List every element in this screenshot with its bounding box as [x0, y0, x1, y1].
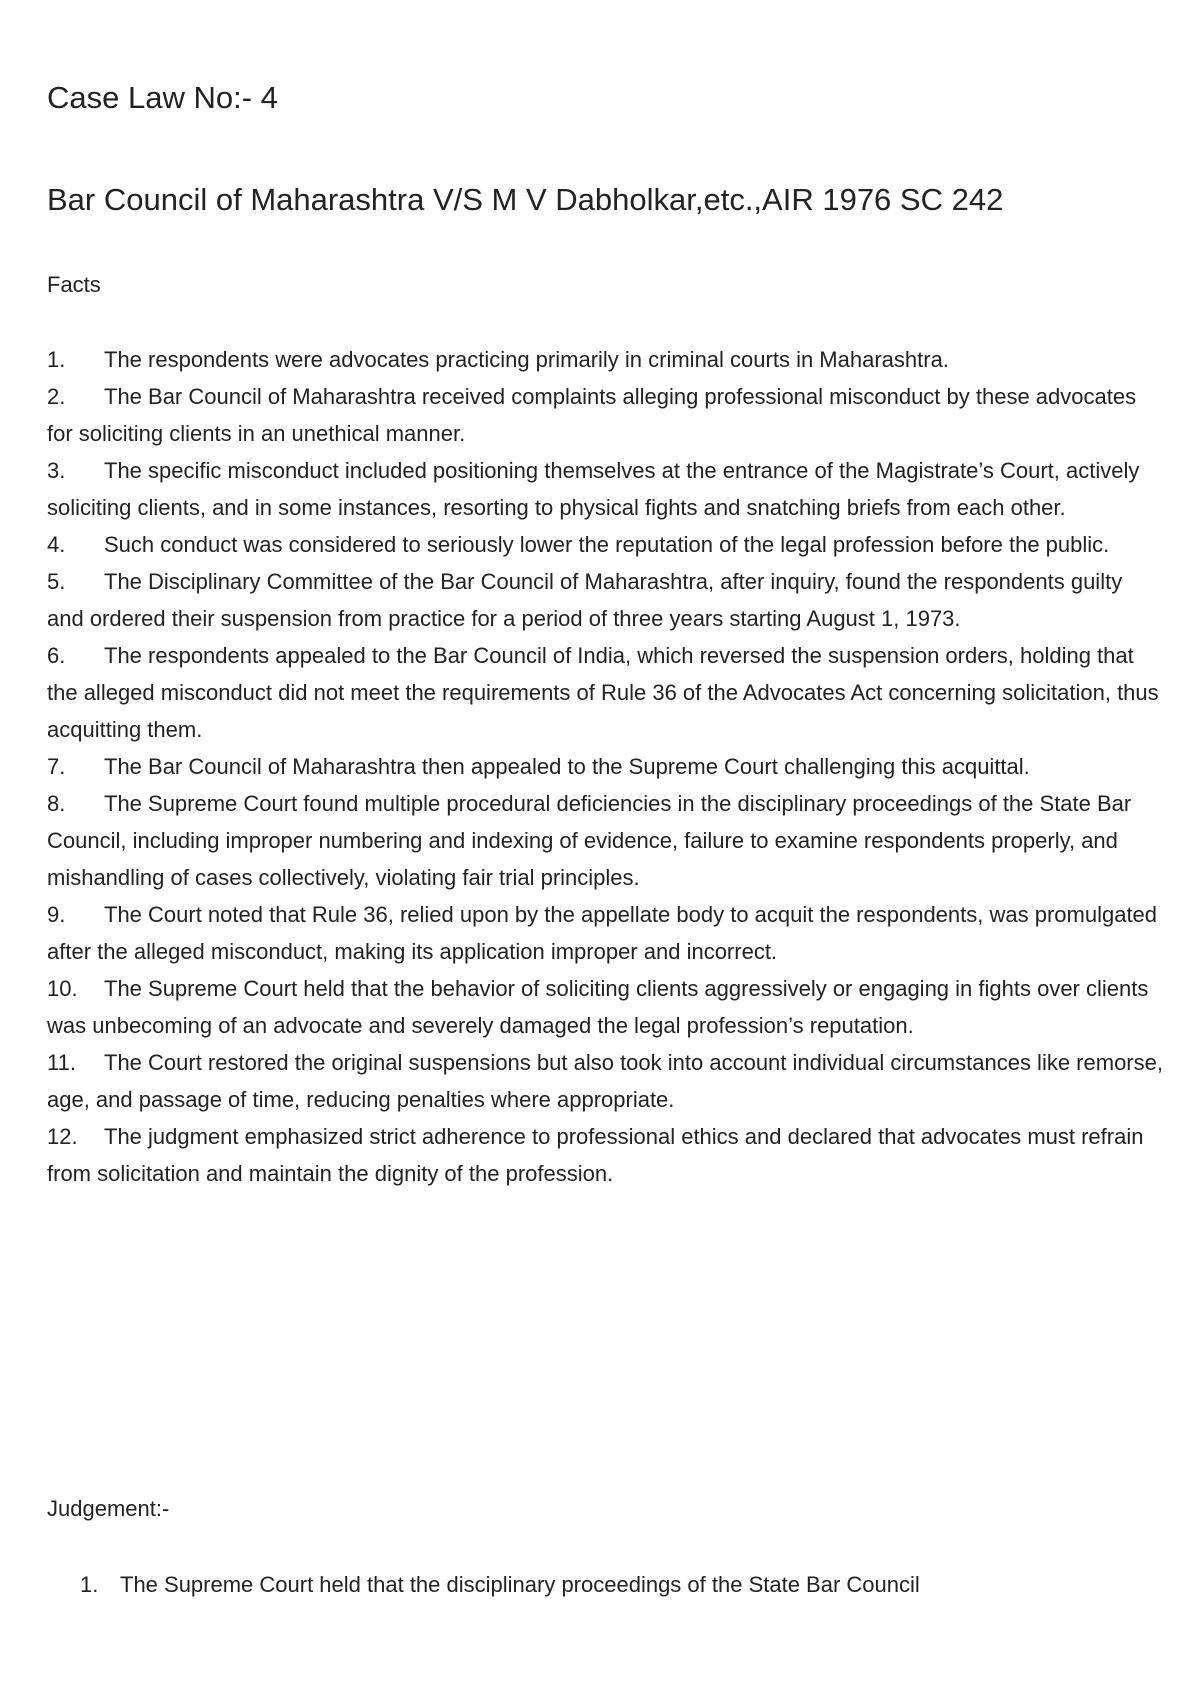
fact-number: 7.	[47, 754, 66, 779]
fact-item	[47, 378, 1165, 452]
fact-number: 12.	[47, 1124, 78, 1149]
case-title-heading: Bar Council of Maharashtra V/S M V Dabholkar,etc.,AIR 1976 SC 242	[47, 182, 1004, 217]
fact-number: 9.	[47, 902, 66, 927]
fact-item	[47, 341, 1165, 378]
fact-text: The judgment emphasized strict adherence to professional ethics and declared that advocates must refrain from solicitation and maintain the dignity of the profession.	[47, 1124, 1144, 1186]
fact-number: 11.	[47, 1050, 76, 1075]
fact-item	[47, 563, 1165, 637]
fact-text: The respondents were advocates practicing primarily in criminal courts in Maharashtra.	[104, 347, 949, 372]
fact-item	[47, 526, 1165, 563]
fact-number: 1.	[47, 347, 66, 372]
fact-number: 3.	[47, 458, 66, 483]
fact-text: Such conduct was considered to seriously lower the reputation of the legal profession before the public.	[104, 532, 1110, 557]
fact-text: The Supreme Court held that the behavior of soliciting clients aggressively or engaging in fights over clients was unbecoming of an advocate and severely damaged the legal profession’s reputation.	[47, 976, 1149, 1038]
fact-text: The Supreme Court found multiple procedural deficiencies in the disciplinary proceedings of the State Bar Council, including improper numbering and indexing of evidence, failure to examine respondents properly, and mishandling of cases collectively, violating fair trial principles.	[47, 791, 1132, 890]
fact-number: 4.	[47, 532, 66, 557]
case-number-heading: Case Law No:- 4	[47, 80, 278, 115]
fact-item	[47, 1044, 1165, 1118]
judgement-heading: Judgement:-	[47, 1496, 170, 1521]
fact-number: 10.	[47, 976, 78, 1001]
fact-text: The Court noted that Rule 36, relied upon by the appellate body to acquit the respondents, was promulgated after the alleged misconduct, making its application improper and incorrect.	[47, 902, 1158, 964]
fact-text: The respondents appealed to the Bar Council of India, which reversed the suspension orders, holding that the alleged misconduct did not meet the requirements of Rule 36 of the Advocates Act concerning solicitation, thus acquitting them.	[47, 643, 1159, 742]
fact-text: The Bar Council of Maharashtra received complaints alleging professional misconduct by these advocates for soliciting clients in an unethical manner.	[47, 384, 1137, 446]
fact-number: 5.	[47, 569, 66, 594]
fact-item	[47, 452, 1165, 526]
fact-item	[47, 637, 1165, 748]
fact-item	[47, 1118, 1165, 1192]
fact-text: The Court restored the original suspensions but also took into account individual circumstances like remorse, age, and passage of time, reducing penalties where appropriate.	[47, 1050, 1163, 1112]
fact-text: The Disciplinary Committee of the Bar Council of Maharashtra, after inquiry, found the respondents guilty and ordered their suspension from practice for a period of three years starting August 1, 1973.	[47, 569, 1123, 631]
judgement-number: 1.	[80, 1572, 99, 1597]
judgement-item	[80, 1566, 1160, 1603]
fact-text: The Bar Council of Maharashtra then appealed to the Supreme Court challenging this acquittal.	[104, 754, 1030, 779]
judgement-text: The Supreme Court held that the disciplinary proceedings of the State Bar Council	[120, 1572, 920, 1597]
facts-heading: Facts	[47, 272, 101, 297]
judgement-list	[80, 1566, 1160, 1603]
fact-number: 6.	[47, 643, 66, 668]
fact-item	[47, 970, 1165, 1044]
fact-item	[47, 748, 1165, 785]
fact-number: 2.	[47, 384, 66, 409]
fact-number: 8.	[47, 791, 66, 816]
fact-item	[47, 785, 1165, 896]
fact-item	[47, 896, 1165, 970]
facts-list	[47, 341, 1165, 1192]
fact-text: The specific misconduct included positioning themselves at the entrance of the Magistrate’s Court, actively soliciting clients, and in some instances, resorting to physical fights and snatching briefs from each other.	[47, 458, 1140, 520]
